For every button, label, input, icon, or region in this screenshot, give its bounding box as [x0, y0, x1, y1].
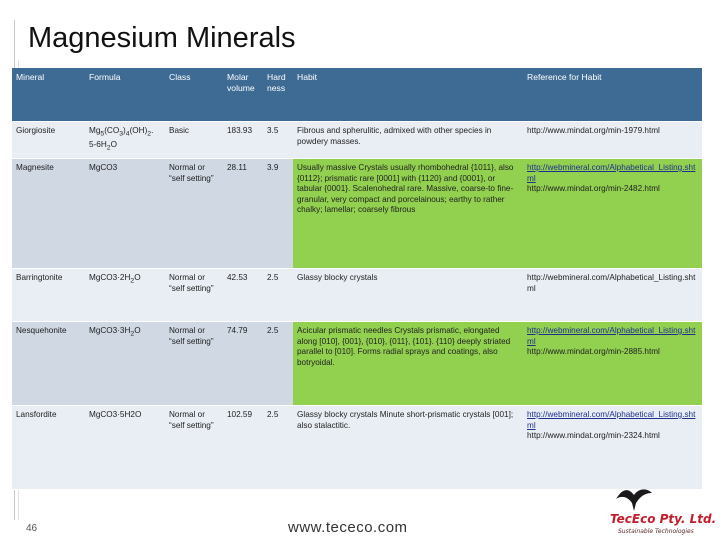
cell-formula: MgCO3: [85, 159, 165, 269]
header-molar-volume: Molar volume: [223, 68, 263, 122]
header-mineral: Mineral: [12, 68, 85, 122]
cell-mineral: Barringtonite: [12, 269, 85, 322]
reference-link[interactable]: http://www.mindat.org/min-2482.html: [527, 184, 660, 193]
company-logo: TecEco Pty. Ltd.: [610, 512, 717, 526]
cell-mineral: Magnesite: [12, 159, 85, 269]
cell-reference[interactable]: http://www.mindat.org/min-1979.html: [523, 122, 702, 159]
cell-reference: [523, 322, 702, 406]
table-row: [12, 122, 702, 159]
cell-formula: $MgCO3\cdot 3H_2O$: [85, 322, 165, 406]
cell-class: Normal or “self setting”: [165, 269, 223, 322]
cell-class: Normal or “self setting”: [165, 322, 223, 406]
cell-reference: [523, 159, 702, 269]
cell-hardness: 2.5: [263, 406, 293, 490]
minerals-table: [12, 68, 702, 490]
cell-reference[interactable]: http://webmineral.com/Alphabetical_Listing.shtml: [523, 269, 702, 322]
reference-link[interactable]: http://webmineral.com/Alphabetical_Listing.shtml: [527, 326, 696, 346]
table-row: [12, 322, 702, 406]
cell-class: Normal or “self setting”: [165, 159, 223, 269]
cell-habit: Usually massive Crystals usually rhombohedral {1011}, also {0112}; prismatic rare [0001] with {1120} and {0001}, or tabular {0001}. Scalenohedral rare. Massive, coarse-to fine-granular, very compact and porcelainous; earthy to rather chalky; lamellar; coarsely fibrous: [293, 159, 523, 269]
reference-link[interactable]: http://www.mindat.org/min-2885.html: [527, 347, 660, 356]
cell-molar-volume: 42.53: [223, 269, 263, 322]
header-hardness: Hard ness: [263, 68, 293, 122]
cell-formula: $MgCO3\cdot 2H_2O$: [85, 269, 165, 322]
cell-mineral: Giorgiosite: [12, 122, 85, 159]
page-number: 46: [26, 523, 38, 534]
cell-molar-volume: 183.93: [223, 122, 263, 159]
cell-hardness: 3.5: [263, 122, 293, 159]
cell-class: Basic: [165, 122, 223, 159]
header-reference: Reference for Habit: [523, 68, 702, 122]
cell-hardness: 2.5: [263, 269, 293, 322]
cell-hardness: 3.9: [263, 159, 293, 269]
cell-hardness: 2.5: [263, 322, 293, 406]
reference-link[interactable]: http://www.mindat.org/min-2324.html: [527, 431, 660, 440]
cell-molar-volume: 28.11: [223, 159, 263, 269]
reference-link[interactable]: http://webmineral.com/Alphabetical_Listing.shtml: [527, 163, 696, 183]
header-habit: Habit: [293, 68, 523, 122]
cell-habit: Acicular prismatic needles Crystals prismatic, elongated along [010], {001}, {010}, {011}, {101}. {110} deeply striated parallel to [010]. Forms radial sprays and coatings, also botryoidal.: [293, 322, 523, 406]
cell-mineral: Lansfordite: [12, 406, 85, 490]
header-formula: Formula: [85, 68, 165, 122]
cell-formula: $Mg_5(CO_3)_4(OH)_2$. $5-6H_2O$: [85, 122, 165, 159]
cell-molar-volume: 102.59: [223, 406, 263, 490]
reference-link[interactable]: http://webmineral.com/Alphabetical_Listing.shtml: [527, 410, 696, 430]
cell-class: Normal or “self setting”: [165, 406, 223, 490]
header-class: Class: [165, 68, 223, 122]
cell-reference: [523, 406, 702, 490]
table-header-row: [12, 68, 702, 122]
table-row: [12, 159, 702, 269]
cell-habit: Glassy blocky crystals Minute short-prismatic crystals [001]; also stalactitic.: [293, 406, 523, 490]
table-row: [12, 406, 702, 490]
table-row: [12, 269, 702, 322]
footer-url[interactable]: www.tececo.com: [288, 519, 408, 536]
company-tagline: Sustainable Technologies: [618, 528, 694, 535]
bird-logo-icon: [614, 485, 654, 513]
cell-molar-volume: 74.79: [223, 322, 263, 406]
cell-formula: MgCO3·5H2O: [85, 406, 165, 490]
cell-habit: Glassy blocky crystals: [293, 269, 523, 322]
cell-mineral: Nesquehonite: [12, 322, 85, 406]
page-title: Magnesium Minerals: [28, 22, 296, 54]
cell-habit: Fibrous and spherulitic, admixed with other species in powdery masses.: [293, 122, 523, 159]
